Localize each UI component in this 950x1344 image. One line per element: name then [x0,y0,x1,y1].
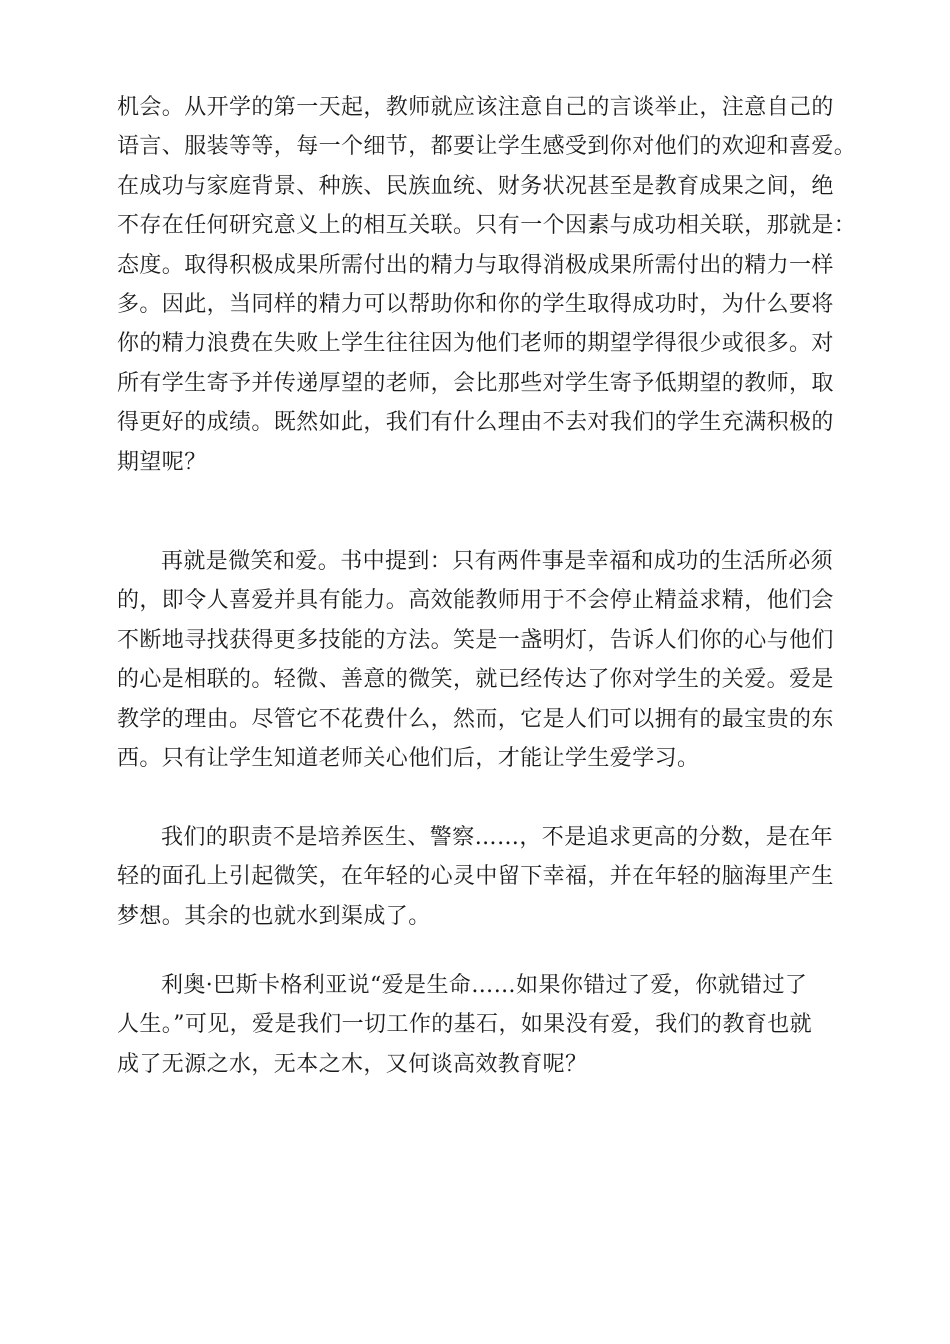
paragraph-quote [117,966,837,1084]
paragraph-line: 机会。从开学的第一天起，教师就应该注意自己的言谈举止，注意自己的 [117,95,834,120]
paragraph-line: 教学的理由。尽管它不花费什么，然而，它是人们可以拥有的最宝贵的东 [117,706,834,732]
paragraph-line: 利奥·巴斯卡格利亚说“爱是生命……如果你错过了爱，你就错过了 [161,973,808,998]
paragraph-line: 得更好的成绩。既然如此，我们有什么理由不去对我们的学生充满积极的 [117,410,834,436]
paragraph-line: 的，即令人喜爱并具有能力。高效能教师用于不会停止精益求精，他们会 [117,588,834,614]
paragraph-line: 西。只有让学生知道老师关心他们后，才能让学生爱学习。 [117,745,700,771]
paragraph-line: 成了无源之水，无本之木，又何谈高效教育呢？ [117,1051,588,1077]
paragraph-line: 的心是相联的。轻微、善意的微笑，就已经传达了你对学生的关爱。爱是 [117,667,834,693]
paragraph-our-duty [117,818,837,936]
paragraph-smile-and-love [117,542,837,778]
paragraph-line: 在成功与家庭背景、种族、民族血统、财务状况甚至是教育成果之间，绝 [117,173,834,199]
paragraph-line: 所有学生寄予并传递厚望的老师，会比那些对学生寄予低期望的教师，取 [117,370,834,396]
paragraph-opportunity [117,88,857,482]
paragraph-line: 梦想。其余的也就水到渠成了。 [117,903,431,929]
paragraph-line: 你的精力浪费在失败上学生往往因为他们老师的期望学得很少或很多。对 [117,331,834,357]
paragraph-line: 期望呢？ [117,449,207,475]
paragraph-line: 不存在任何研究意义上的相互关联。只有一个因素与成功相关联，那就是： [117,213,857,239]
paragraph-line: 不断地寻找获得更多技能的方法。笑是一盏明灯，告诉人们你的心与他们 [117,627,834,653]
paragraph-line: 多。因此，当同样的精力可以帮助你和你的学生取得成功时，为什么要将 [117,291,834,317]
paragraph-line: 语言、服装等等，每一个细节，都要让学生感受到你对他们的欢迎和喜爱。 [117,134,857,160]
paragraph-line: 态度。取得积极成果所需付出的精力与取得消极成果所需付出的精力一样 [117,252,834,278]
paragraph-line: 人生。”可见，爱是我们一切工作的基石，如果没有爱，我们的教育也就 [117,1012,813,1038]
paragraph-line: 轻的面孔上引起微笑，在年轻的心灵中留下幸福，并在年轻的脑海里产生 [117,864,834,890]
paragraph-line: 再就是微笑和爱。书中提到：只有两件事是幸福和成功的生活所必须 [161,549,834,574]
paragraph-line: 我们的职责不是培养医生、警察……，不是追求更高的分数，是在年 [161,825,834,850]
